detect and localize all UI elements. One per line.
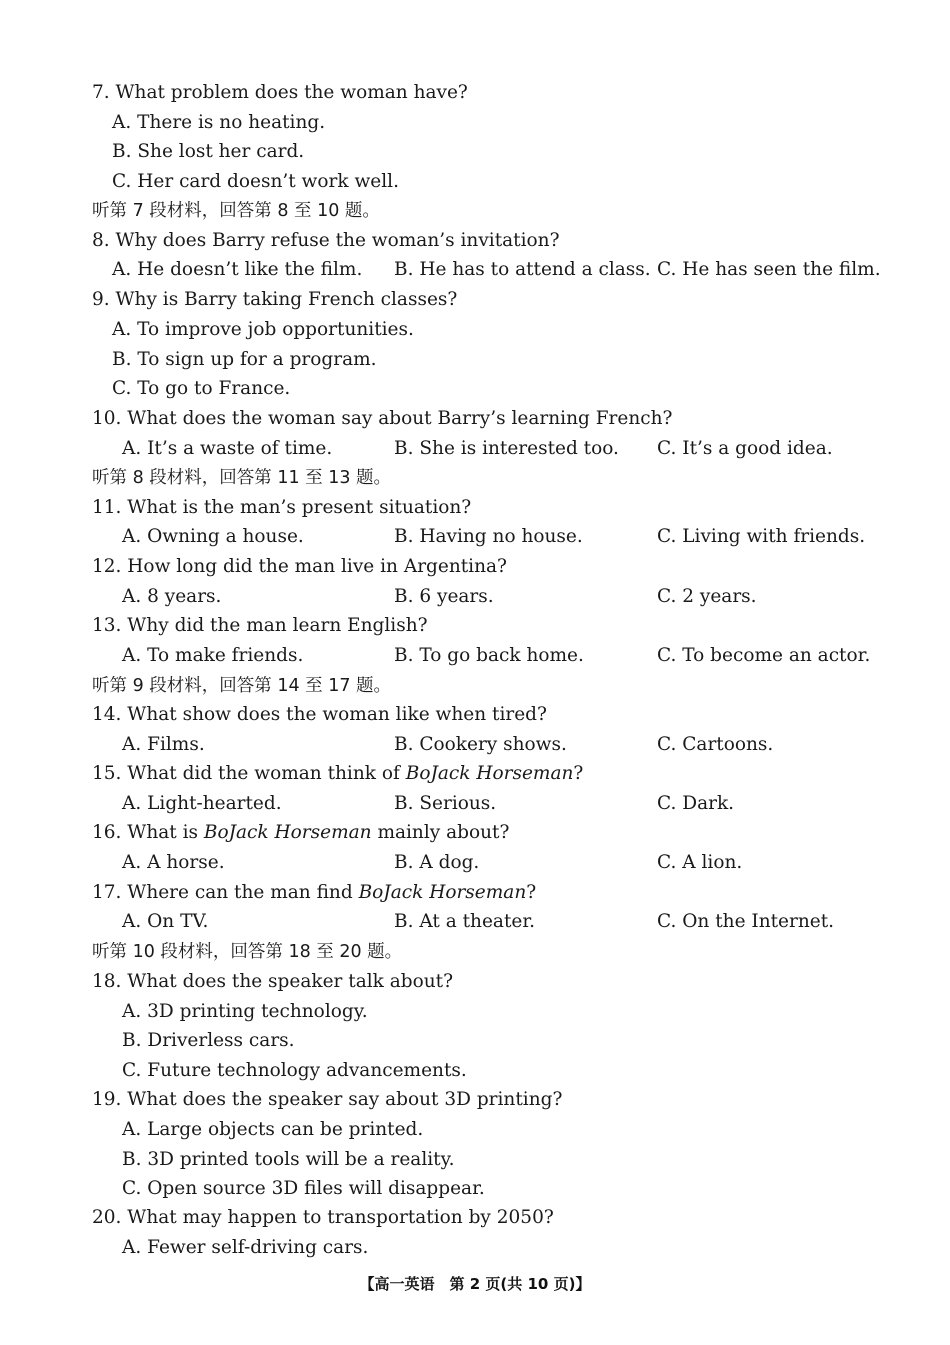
show-title: BoJack Horseman <box>203 822 372 843</box>
question-stem: 7. What problem does the woman have? <box>92 82 468 103</box>
option-row <box>0 1145 950 1175</box>
stem-text: 17. Where can the man find <box>92 882 359 903</box>
option-c: C. Dark. <box>657 793 735 814</box>
option-row <box>0 255 950 285</box>
option-c: C. He has seen the film. <box>657 259 881 280</box>
option-row <box>0 315 950 345</box>
option-a: A. There is no heating. <box>112 112 326 133</box>
option-a: A. He doesn’t like the film. <box>112 259 363 280</box>
question-stem: 19. What does the speaker say about 3D printing? <box>92 1089 563 1110</box>
option-b: B. Cookery shows. <box>394 734 567 755</box>
question-stem: 13. Why did the man learn English? <box>92 615 428 636</box>
option-a: A. 8 years. <box>122 586 222 607</box>
section-heading <box>0 937 950 967</box>
option-b: B. 3D printed tools will be a reality. <box>122 1149 455 1170</box>
section-8-heading: 听第 8 段材料，回答第 11 至 13 题。 <box>92 468 392 488</box>
question-stem <box>92 759 583 789</box>
option-a: A. 3D printing technology. <box>122 1001 368 1022</box>
option-row <box>0 374 950 404</box>
show-title: BoJack Horseman <box>405 763 574 784</box>
option-a: A. To improve job opportunities. <box>112 319 414 340</box>
question-stem: 14. What show does the woman like when tired? <box>92 704 547 725</box>
option-row <box>0 641 950 671</box>
section-heading <box>0 463 950 493</box>
question-stem: 8. Why does Barry refuse the woman’s invitation? <box>92 230 560 251</box>
option-c: C. It’s a good idea. <box>657 438 833 459</box>
option-a: A. It’s a waste of time. <box>122 438 333 459</box>
question-stem: 9. Why is Barry taking French classes? <box>92 289 458 310</box>
question-14 <box>0 700 950 730</box>
question-10 <box>0 404 950 434</box>
question-20 <box>0 1203 950 1233</box>
question-8 <box>0 226 950 256</box>
option-row <box>0 997 950 1027</box>
section-10-heading: 听第 10 段材料，回答第 18 至 20 题。 <box>92 942 403 962</box>
stem-text: 16. What is <box>92 822 204 843</box>
option-a: A. A horse. <box>122 852 225 873</box>
question-9 <box>0 285 950 315</box>
page-footer: 【高一英语 第 2 页(共 10 页)】 <box>359 1275 591 1293</box>
option-a: A. To make friends. <box>122 645 304 666</box>
stem-text: mainly about? <box>371 822 510 843</box>
option-c: C. To go to France. <box>112 378 291 399</box>
option-b: B. A dog. <box>394 852 480 873</box>
question-stem: 18. What does the speaker talk about? <box>92 971 454 992</box>
question-stem: 20. What may happen to transportation by 2050? <box>92 1207 554 1228</box>
option-a: A. On TV. <box>122 911 209 932</box>
section-9-heading: 听第 9 段材料，回答第 14 至 17 题。 <box>92 676 392 696</box>
option-b: B. He has to attend a class. <box>394 259 651 280</box>
section-heading <box>0 196 950 226</box>
option-c: C. Future technology advancements. <box>122 1060 467 1081</box>
option-row <box>0 434 950 464</box>
option-a: A. Owning a house. <box>122 526 304 547</box>
question-15 <box>0 759 950 789</box>
question-stem: 11. What is the man’s present situation? <box>92 497 472 518</box>
question-16 <box>0 818 950 848</box>
option-b: B. To sign up for a program. <box>112 349 377 370</box>
option-c: C. To become an actor. <box>657 645 871 666</box>
stem-text: ? <box>526 882 537 903</box>
question-13 <box>0 611 950 641</box>
question-stem: 12. How long did the man live in Argentina? <box>92 556 507 577</box>
option-row <box>0 1115 950 1145</box>
option-a: A. Large objects can be printed. <box>122 1119 424 1140</box>
show-title: BoJack Horseman <box>358 882 527 903</box>
question-18 <box>0 967 950 997</box>
option-row <box>0 522 950 552</box>
question-19 <box>0 1085 950 1115</box>
question-17 <box>0 878 950 908</box>
option-row <box>0 1026 950 1056</box>
stem-text: 15. What did the woman think of <box>92 763 406 784</box>
question-12 <box>0 552 950 582</box>
option-row <box>0 1056 950 1086</box>
option-c: C. On the Internet. <box>657 911 835 932</box>
option-row <box>0 730 950 760</box>
stem-text: ? <box>573 763 584 784</box>
option-row <box>0 582 950 612</box>
section-heading <box>0 671 950 701</box>
option-row <box>0 848 950 878</box>
option-row <box>0 789 950 819</box>
option-b: B. Having no house. <box>394 526 583 547</box>
option-c: C. Living with friends. <box>657 526 866 547</box>
option-b: B. She is interested too. <box>394 438 619 459</box>
question-stem: 10. What does the woman say about Barry’s learning French? <box>92 408 673 429</box>
question-7 <box>0 78 950 108</box>
option-c: C. 2 years. <box>657 586 757 607</box>
option-b: B. At a theater. <box>394 911 536 932</box>
option-row <box>0 345 950 375</box>
option-b: B. Driverless cars. <box>122 1030 295 1051</box>
option-b: B. To go back home. <box>394 645 584 666</box>
section-7-heading: 听第 7 段材料，回答第 8 至 10 题。 <box>92 201 380 221</box>
option-c: C. A lion. <box>657 852 743 873</box>
option-b: B. Serious. <box>394 793 497 814</box>
option-c: C. Cartoons. <box>657 734 774 755</box>
option-a: A. Light-hearted. <box>122 793 282 814</box>
question-11 <box>0 493 950 523</box>
option-row <box>0 907 950 937</box>
option-row <box>0 108 950 138</box>
option-row <box>0 137 950 167</box>
question-stem <box>92 878 536 908</box>
option-a: A. Fewer self-driving cars. <box>122 1237 369 1258</box>
question-stem <box>92 818 509 848</box>
option-row <box>0 1174 950 1204</box>
option-b: B. 6 years. <box>394 586 494 607</box>
option-a: A. Films. <box>122 734 205 755</box>
option-row <box>0 1233 950 1263</box>
option-c: C. Open source 3D files will disappear. <box>122 1178 485 1199</box>
option-c: C. Her card doesn’t work well. <box>112 171 399 192</box>
option-row <box>0 167 950 197</box>
option-b: B. She lost her card. <box>112 141 305 162</box>
